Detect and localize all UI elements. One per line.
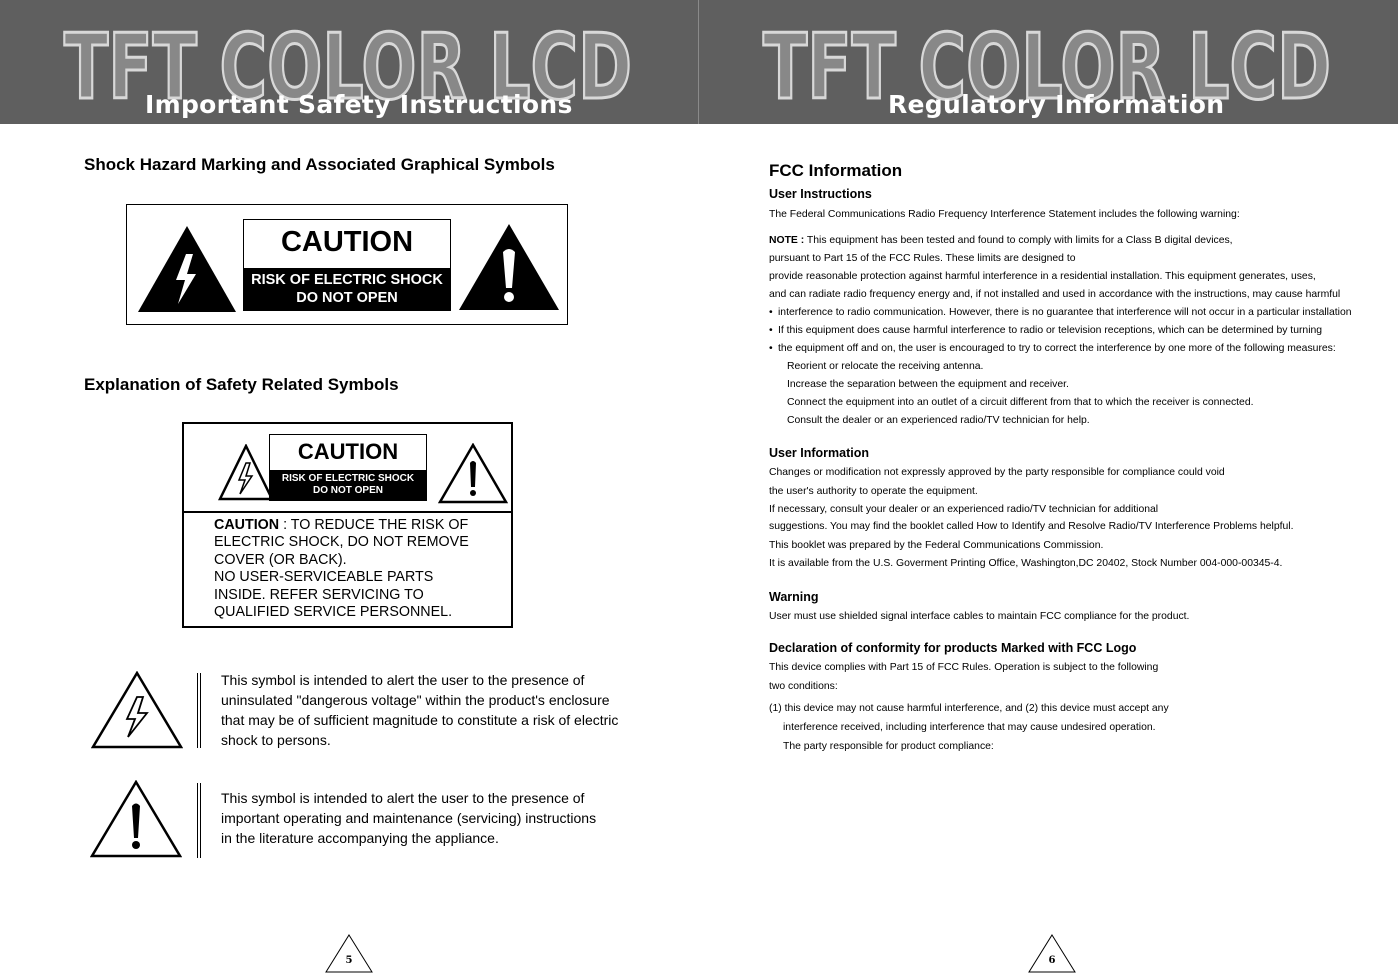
logo-text: TFT COLOR LCD [763, 15, 1331, 120]
caution-bar [244, 268, 450, 310]
warning-line: User must use shielded signal interface cables to maintain FCC compliance for the product. [769, 611, 1190, 622]
shock-hazard-marking-box [126, 204, 568, 325]
page-number-triangle [1027, 933, 1077, 973]
note-line: and can radiate radio frequency energy and, if not installed and used in accordance with the instructions, may cause harmful [769, 289, 1341, 300]
note-label: NOTE : [769, 235, 805, 246]
left-page-header [0, 0, 698, 124]
lightning-warning-icon [218, 444, 274, 501]
user-information-line: It is available from the U.S. Goverment Printing Office, Washington,DC 20402, Stock Number 004-000-00345-4. [769, 558, 1283, 569]
caution-label [269, 434, 427, 501]
note-line [769, 234, 1233, 247]
declaration-heading: Declaration of conformity for products Marked with FCC Logo [769, 641, 1137, 655]
bullet-icon: • [769, 307, 773, 318]
note-text: This equipment has been tested and found to comply with limits for a Class B digital devices, [804, 235, 1233, 246]
caution-bold: CAUTION [214, 517, 280, 533]
page-number-triangle [324, 933, 374, 973]
caution-risk-text: RISK OF ELECTRIC SHOCK [251, 272, 443, 288]
note-line: If this equipment does cause harmful interference to radio or television receptions, which can be determined by turning [778, 325, 1323, 336]
description-line: This symbol is intended to alert the user to the presence of [221, 790, 585, 806]
page-number-text: 5 [345, 955, 353, 966]
section-heading-shock-hazard: Shock Hazard Marking and Associated Graphical Symbols [84, 155, 555, 174]
page-title: Important Safety Instructions [145, 90, 573, 119]
caution-notice-text [214, 517, 514, 621]
description-line: uninsulated "dangerous voltage" within the product's enclosure [221, 692, 610, 708]
exclamation-warning-icon [438, 443, 508, 504]
exclamation-warning-icon [457, 222, 561, 312]
section-heading-safety-symbols: Explanation of Safety Related Symbols [84, 375, 399, 394]
caution-text-line: ELECTRIC SHOCK, DO NOT REMOVE [214, 534, 469, 551]
exclamation-warning-icon [90, 780, 182, 858]
bullet-icon: • [769, 343, 773, 354]
caution-text-line: QUALIFIED SERVICE PERSONNEL. [214, 604, 453, 621]
note-line: interference to radio communication. However, there is no guarantee that interference will not occur in a particular installation [778, 307, 1352, 318]
declaration-line: This device complies with Part 15 of FCC Rules. Operation is subject to the following [769, 662, 1159, 673]
vertical-divider [197, 783, 201, 858]
caution-do-not-open-text: DO NOT OPEN [312, 485, 383, 496]
user-information-line: If necessary, consult your dealer or an experienced radio/TV technician for additional [769, 504, 1159, 515]
note-line: the equipment off and on, the user is encouraged to try to correct the interference by one more of the following measures: [778, 343, 1336, 354]
note-line: provide reasonable protection against harmful interference in a residential installation. This equipment generates, uses, [769, 271, 1316, 282]
measure-line: Increase the separation between the equipment and receiver. [787, 379, 1069, 390]
intro-text: The Federal Communications Radio Frequency Interference Statement includes the following warning: [769, 209, 1240, 220]
page-number-text: 6 [1048, 955, 1056, 966]
safety-symbols-box [182, 422, 513, 628]
declaration-line: (1) this device may not cause harmful interference, and (2) this device must accept any [769, 703, 1169, 714]
caution-label [243, 219, 451, 311]
description-line: that may be of sufficient magnitude to constitute a risk of electric [221, 712, 619, 728]
box-divider [184, 511, 511, 513]
caution-word: CAUTION [280, 226, 414, 258]
note-line: pursuant to Part 15 of the FCC Rules. These limits are designed to [769, 253, 1076, 264]
caution-text-line: : TO REDUCE THE RISK OF [279, 517, 469, 533]
voltage-symbol-description [221, 670, 618, 750]
caution-word: CAUTION [297, 439, 399, 464]
description-line: in the literature accompanying the appliance. [221, 830, 499, 846]
vertical-divider [197, 673, 201, 748]
declaration-line: The party responsible for product compliance: [783, 741, 994, 752]
page-number [324, 933, 374, 973]
description-line: shock to persons. [221, 732, 331, 748]
caution-do-not-open-text: DO NOT OPEN [296, 290, 398, 306]
caution-bar [270, 470, 426, 500]
description-line: important operating and maintenance (servicing) instructions [221, 810, 597, 826]
caution-text-line: NO USER-SERVICEABLE PARTS [214, 569, 434, 586]
measure-line: Consult the dealer or an experienced radio/TV technician for help. [787, 415, 1090, 426]
caution-risk-text: RISK OF ELECTRIC SHOCK [281, 473, 415, 484]
user-instructions-heading: User Instructions [769, 187, 872, 201]
lightning-warning-icon [136, 224, 238, 314]
bullet-icon: • [769, 325, 773, 336]
page-title: Regulatory Information [888, 90, 1225, 119]
page-number [1027, 933, 1077, 973]
measure-line: Connect the equipment into an outlet of a circuit different from that to which the receiver is connected. [787, 397, 1254, 408]
user-information-line: Changes or modification not expressly approved by the party responsible for compliance could void [769, 467, 1225, 478]
lightning-warning-icon [91, 671, 183, 749]
exclamation-symbol-description [221, 788, 596, 848]
right-page-header [699, 0, 1398, 124]
caution-text-line: COVER (OR BACK). [214, 551, 347, 568]
declaration-line: two conditions: [769, 681, 838, 692]
user-information-line: the user's authority to operate the equipment. [769, 486, 978, 497]
caution-text-line: INSIDE. REFER SERVICING TO [214, 586, 424, 603]
user-information-heading: User Information [769, 446, 870, 460]
user-information-line: This booklet was prepared by the Federal Communications Commission. [769, 540, 1104, 551]
declaration-line: interference received, including interference that may cause undesired operation. [783, 722, 1156, 733]
fcc-information-heading: FCC Information [769, 161, 903, 180]
logo-text: TFT COLOR LCD [64, 15, 632, 120]
description-line: This symbol is intended to alert the user to the presence of [221, 672, 585, 688]
warning-heading: Warning [769, 590, 819, 604]
user-information-line: suggestions. You may find the booklet called How to Identify and Resolve Radio/TV Interference Problems helpful. [769, 521, 1294, 532]
measure-line: Reorient or relocate the receiving antenna. [787, 361, 984, 372]
